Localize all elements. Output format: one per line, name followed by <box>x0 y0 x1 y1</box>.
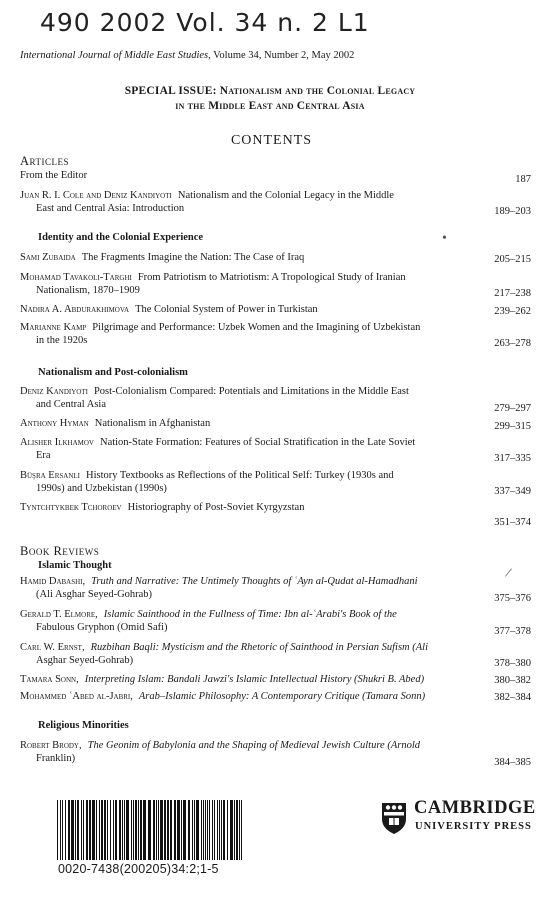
section-identity-colonial: Identity and the Colonial Experience <box>38 232 204 243</box>
entry-title-cont: Asghar Seyed-Gohrab) <box>36 654 134 666</box>
entry-title-cont: and Central Asia <box>36 398 106 410</box>
entry-author: Carl W. Ernst, <box>20 642 85 653</box>
book-reviews-heading: Book Reviews <box>20 544 100 558</box>
page-range: 279–297 <box>494 403 531 414</box>
special-issue-title <box>60 84 480 114</box>
entry-title: Nation-State Formation: Features of Social Stratification in the Late Soviet <box>99 437 416 448</box>
toc-entry <box>20 322 450 347</box>
toc-entry <box>20 252 450 265</box>
entry-title-cont: (Ali Asghar Seyed-Gohrab) <box>36 588 153 600</box>
toc-entry <box>20 642 460 667</box>
entry-title: Truth and Narrative: The Untimely Thoughts of ʿAyn al-Qudat al-Hamadhani <box>91 576 418 587</box>
entry-author: Tyntchtykbek Tchoroev <box>20 502 122 513</box>
page-range: 217–238 <box>494 288 531 299</box>
page-range: 380–382 <box>494 675 531 686</box>
pencil-mark: / <box>503 565 513 582</box>
toc-entry <box>20 386 450 411</box>
entry-title: Nationalism and the Colonial Legacy in the Middle <box>177 190 394 201</box>
page-range: 384–385 <box>494 757 531 768</box>
entry-author: Gerald T. Elmore, <box>20 609 98 620</box>
handwritten-note: 490 2002 Vol. 34 n. 2 L1 <box>40 8 370 37</box>
toc-entry <box>20 740 460 765</box>
section-nationalism-postcolonialism: Nationalism and Post-colonialism <box>38 367 188 378</box>
page-range: 205–215 <box>494 254 531 265</box>
entry-title-cont: 1990s) and Uzbekistan (1990s) <box>36 482 167 494</box>
page-range: 377–378 <box>494 626 531 637</box>
special-issue-line-2: in the Middle East and Central Asia <box>175 100 365 112</box>
page-range: 263–278 <box>494 338 531 349</box>
entry-title: The Fragments Imagine the Nation: The Case of Iraq <box>81 252 305 263</box>
contents-heading: CONTENTS <box>230 133 313 148</box>
entry-author: Alisher Ilkhamov <box>20 437 94 448</box>
publisher-name: CAMBRIDGE <box>414 798 536 818</box>
entry-title: Ruzbihan Baqli: Mysticism and the Rhetoric of Sainthood in Persian Sufism (Ali <box>90 642 429 653</box>
page-range: 239–262 <box>494 306 531 317</box>
entry-title-cont: Fabulous Gryphon (Omid Safi) <box>36 621 168 633</box>
toc-entry <box>20 304 450 317</box>
toc-entry <box>20 170 450 183</box>
entry-title: Interpreting Islam: Bandali Jawzi's Islamic Intellectual History (Shukri B. Abed) <box>84 674 425 685</box>
entry-title: History Textbooks as Reflections of the Political Self: Turkey (1930s and <box>86 470 394 481</box>
page-range: 317–335 <box>494 453 531 464</box>
articles-heading: Articles <box>20 154 69 168</box>
barcode <box>56 800 246 860</box>
journal-line <box>20 50 354 61</box>
entry-title-cont: Nationalism, 1870–1909 <box>36 284 140 296</box>
entry-title: From the Editor <box>20 170 88 181</box>
entry-author: Juan R. I. Cole and Deniz Kandiyoti <box>20 190 172 201</box>
entry-author: Tamara Sonn, <box>20 674 79 685</box>
entry-author: Mohamad Tavakoli-Targhi <box>20 272 132 283</box>
entry-author: Hamid Dabashi, <box>20 576 86 587</box>
page-range: 351–374 <box>494 517 531 528</box>
pencil-mark: • <box>442 231 447 246</box>
entry-author: Marianne Kamp <box>20 322 87 333</box>
entry-author: Robert Brody, <box>20 740 82 751</box>
entry-author: Anthony Hyman <box>20 418 89 429</box>
toc-entry <box>20 418 450 431</box>
entry-author: Sami Zubaida <box>20 252 76 263</box>
entry-author: Deniz Kandiyoti <box>20 386 88 397</box>
entry-title: Nationalism in Afghanistan <box>94 418 211 429</box>
toc-entry <box>20 609 460 634</box>
entry-title-cont: Era <box>36 449 51 461</box>
toc-entry <box>20 674 460 687</box>
entry-title: Arab–Islamic Philosophy: A Contemporary Critique (Tamara Sonn) <box>138 691 426 702</box>
barcode-number: 0020-7438(200205)34:2;1-5 <box>58 862 219 876</box>
toc-entry <box>20 691 460 704</box>
entry-author: Mohammed ʿAbed al-Jabri, <box>20 691 133 702</box>
publisher-press: UNIVERSITY PRESS <box>415 821 532 832</box>
toc-entry <box>20 437 450 462</box>
entry-title-cont: East and Central Asia: Introduction <box>36 202 185 214</box>
entry-title-cont: in the 1920s <box>36 334 88 346</box>
entry-title: Pilgrimage and Performance: Uzbek Women and the Imagining of Uzbekistan <box>92 322 421 333</box>
page-range: 189–203 <box>494 206 531 217</box>
toc-entry <box>20 576 460 601</box>
entry-author: Büşra Ersanli <box>20 470 80 481</box>
journal-issue: , Volume 34, Number 2, May 2002 <box>208 50 355 61</box>
page-range: 382–384 <box>494 692 531 703</box>
journal-name: International Journal of Middle East Studies <box>20 50 209 61</box>
toc-entry <box>20 470 450 495</box>
toc-entry <box>20 190 450 215</box>
page-range: 299–315 <box>494 421 531 432</box>
toc-entry <box>20 272 450 297</box>
page-range: 187 <box>515 174 531 185</box>
entry-title: Historiography of Post-Soviet Kyrgyzstan <box>127 502 305 513</box>
cambridge-crest-icon <box>380 801 408 835</box>
entry-author: Nadira A. Abdurakhimova <box>20 304 130 315</box>
toc-entry <box>20 502 450 515</box>
entry-title: From Patriotism to Matriotism: A Tropological Study of Iranian <box>137 272 406 283</box>
special-issue-line-1: SPECIAL ISSUE: Nationalism and the Colonial Legacy <box>124 85 416 97</box>
page-range: 375–376 <box>494 593 531 604</box>
entry-title: The Geonim of Babylonia and the Shaping of Medieval Jewish Culture (Arnold <box>87 740 420 751</box>
page-range: 337–349 <box>494 486 531 497</box>
entry-title: The Colonial System of Power in Turkistan <box>135 304 318 315</box>
entry-title: Islamic Sainthood in the Fullness of Time: Ibn al-ʿArabi's Book of the <box>103 609 397 620</box>
page-range: 378–380 <box>494 658 531 669</box>
section-religious-minorities: Religious Minorities <box>38 720 129 731</box>
section-islamic-thought: Islamic Thought <box>38 560 112 571</box>
entry-title-cont: Franklin) <box>36 752 76 764</box>
entry-title: Post-Colonialism Compared: Potentials and Limitations in the Middle East <box>93 386 409 397</box>
